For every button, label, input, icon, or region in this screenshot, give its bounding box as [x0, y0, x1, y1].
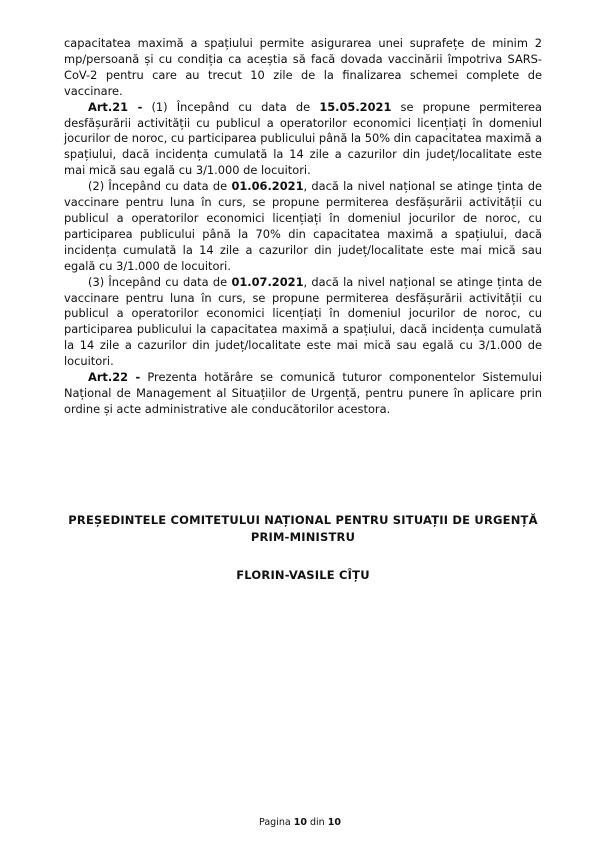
signature-title-line2: PRIM-MINISTRU — [250, 530, 356, 544]
page-footer — [0, 817, 600, 828]
article-number: Art.21 - — [88, 99, 143, 114]
date-value: 01.07.2021 — [231, 274, 304, 289]
paragraph-text: Prezenta hotărâre se comunică tuturor componentelor Sistemului Național de Management al Situațiilor de Urgență, pentru punere în aplicare prin ordine și acte administrative ale conducătorilor acestora. — [64, 370, 543, 416]
paragraph-art22 — [64, 370, 542, 418]
paragraph-art21-1 — [64, 100, 542, 180]
paragraph-text: , dacă la nivel național se atinge ținta de vaccinare pentru luna în curs, se propune permiterea desfășurării activității cu publicul a operatorilor economici licențiați în domeniul jocurilor de noroc, cu participarea publicului la capacitatea maximă a spațiului, dacă incidența cumulată la 14 zile a cazurilor din județ/localitate este mai mică sau egală cu 3/1.000 de locuitori. — [64, 274, 542, 369]
paragraph-text: capacitatea maximă a spațiului permite asigurarea unei suprafețe de minim 2 mp/persoană și cu condiția ca aceștia să facă dovada vaccinării împotriva SARS-CoV-2 pentru care au trecut 10 zile de la finalizarea schemei complete de vaccinare. — [64, 36, 542, 98]
signature-title-line1: PREȘEDINTELE COMITETULUI NAȚIONAL PENTRU SITUAȚII DE URGENȚĂ — [68, 513, 538, 527]
paragraph-text: se propune permiterea desfășurării activității cu publicul a operatorilor economici licențiați în domeniul jocurilor de noroc, cu participarea publicului până la 50% din capacitatea maximă a spațiului, dacă incidența cumulată la 14 zile a cazurilor din județ/localitate este mai mică sau egală cu 3/1.000 de locuitori. — [64, 99, 542, 178]
paragraph-art21-2 — [64, 179, 542, 274]
date-value: 15.05.2021 — [319, 99, 392, 114]
paragraph-text: , dacă la nivel național se atinge ținta de vaccinare pentru luna în curs, se propune permiterea desfășurării activității cu publicul a operatorilor economici licențiați în domeniul jocurilor de noroc, cu participarea publicului până la 70% din capacitatea maximă a spațiului, dacă incidența cumulată la 14 zile a cazurilor din județ/localitate este mai mică sau egală cu 3/1.000 de locuitori. — [64, 179, 542, 273]
footer-total-pages: 10 — [327, 817, 341, 828]
footer-separator: din — [309, 817, 325, 828]
article-number: Art.22 - — [88, 370, 141, 385]
footer-current-page: 10 — [293, 817, 307, 828]
paragraph-text: (1) Începând cu data de — [142, 99, 320, 114]
date-value: 01.06.2021 — [231, 179, 304, 194]
signature-name: FLORIN-VASILE CÎȚU — [236, 568, 370, 582]
document-body — [64, 36, 542, 418]
footer-prefix: Pagina — [259, 817, 291, 828]
paragraph-text: (2) Începând cu data de — [88, 179, 232, 194]
paragraph-art20-continuation — [64, 36, 542, 100]
paragraph-art21-3 — [64, 275, 542, 370]
paragraph-text: (3) Începând cu data de — [88, 274, 232, 289]
